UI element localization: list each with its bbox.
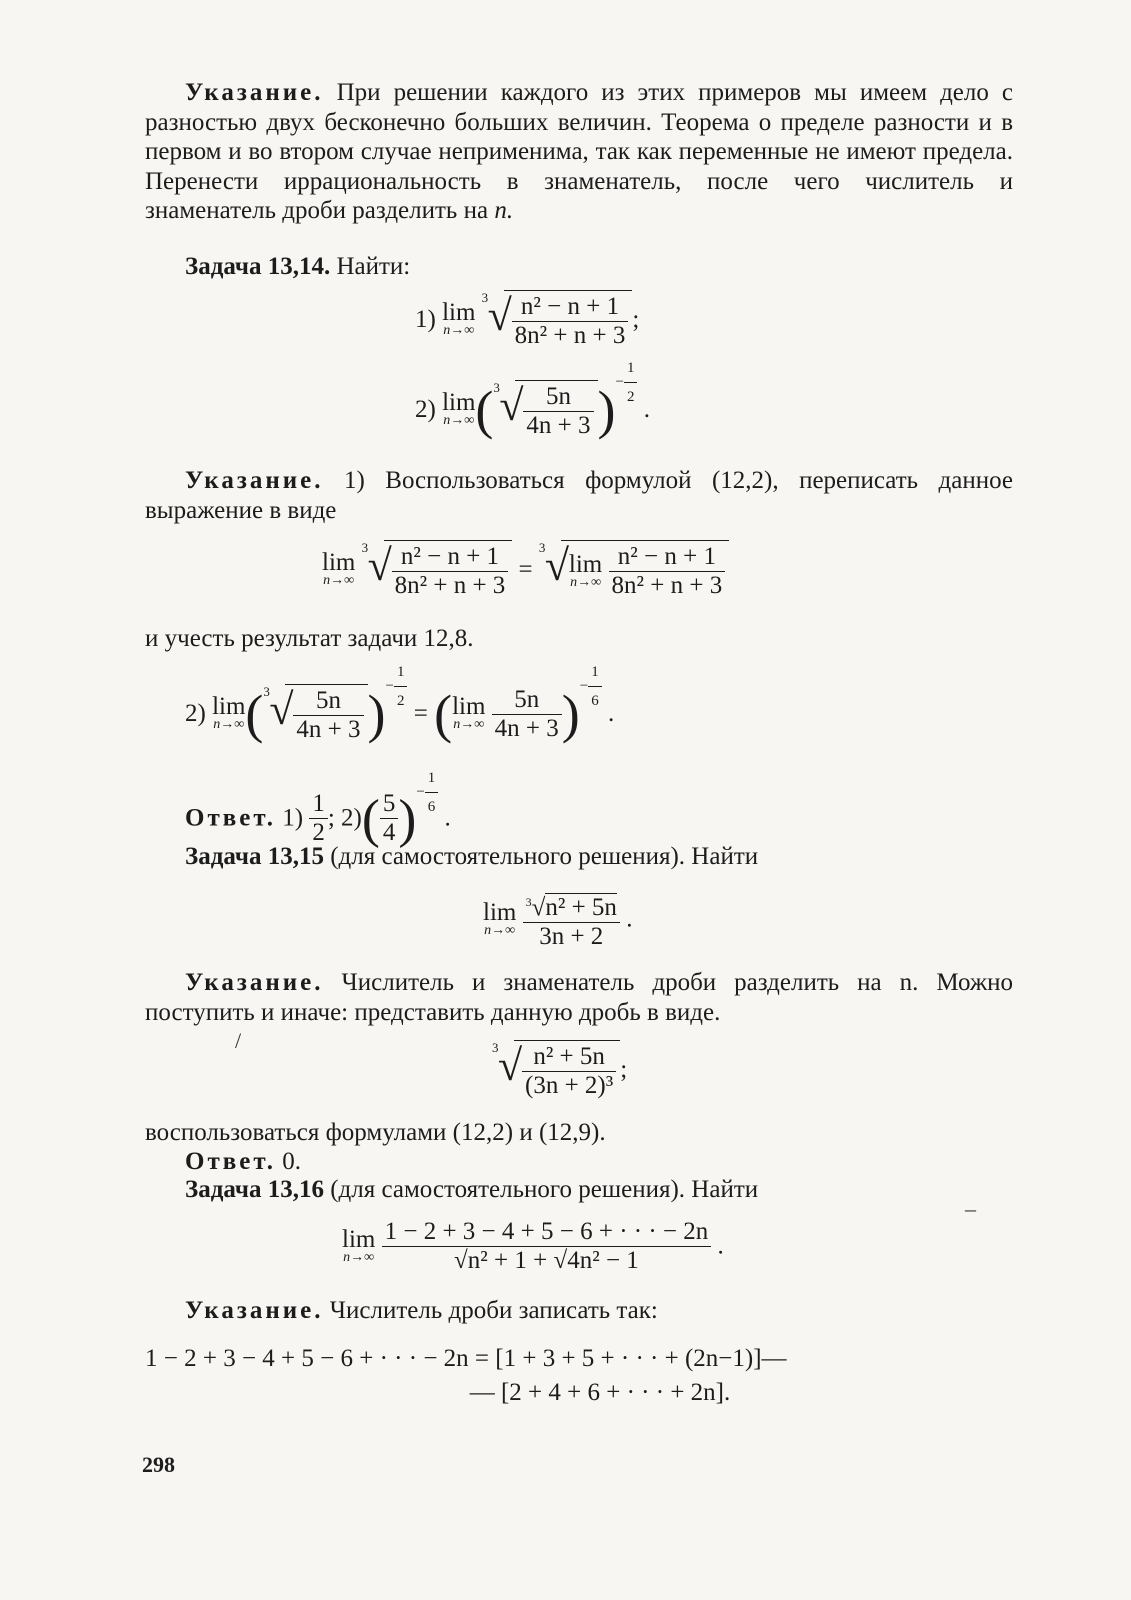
radical-sign-icon: √ [498, 1041, 523, 1090]
denominator: (3n + 2)³ [525, 1072, 614, 1099]
radicand: n² + 5n [545, 894, 617, 922]
numerator: n² − n + 1 [392, 543, 509, 572]
cube-root: 3 √ $\frac{5n}{4n + 3}$ [263, 684, 367, 744]
lim-text: lim [442, 299, 476, 326]
denominator: 2 [626, 389, 635, 405]
hint-text: воспользоваться формулами (12,2) и (12,9). [145, 1119, 606, 1146]
hint-label: Указание. [185, 79, 324, 106]
fraction [293, 687, 363, 744]
hint-text: Числитель дроби записать так: [329, 1297, 658, 1324]
lim-operator [568, 550, 603, 590]
lim-text: lim [322, 549, 356, 576]
lim-text: lim [212, 693, 246, 720]
radical-sign-icon: √ [487, 291, 512, 340]
task-text: Найти: [336, 253, 411, 280]
hint-paragraph-4 [145, 1296, 1013, 1326]
fraction [523, 888, 620, 951]
denominator: √n² + 1 + √4n² − 1 [454, 1247, 639, 1274]
hint-2-tail [145, 624, 1013, 654]
numerator: n² − n + 1 [609, 543, 726, 572]
numerator: n² − n + 1 [512, 293, 629, 322]
lim-operator [342, 1225, 376, 1265]
task-label: Задача 13,16 [185, 1176, 324, 1203]
hint-paragraph-3 [145, 968, 1013, 1027]
page-number: 298 [142, 1452, 175, 1477]
lim-operator [483, 898, 517, 938]
radicand: 4n² − 1 [567, 1247, 639, 1274]
formula-text: 1 − 2 + 3 − 4 + 5 − 6 + · · · − 2n = [1 + 3 + 5 + · · · + (2n−1)]— [145, 1345, 787, 1372]
answer-2 [145, 1147, 1013, 1177]
formula-label: 2) [185, 700, 206, 727]
numerator: 1 − 2 + 3 − 4 + 5 − 6 + · · · − 2n [382, 1218, 712, 1247]
formula-label: 1) [415, 306, 436, 333]
numerator: 1 [394, 658, 408, 687]
denominator: 6 [591, 693, 599, 709]
denominator: 4n + 3 [296, 716, 361, 743]
lim-operator [452, 693, 486, 732]
numerator: $^3$√n² + 5n [523, 888, 620, 923]
hint-text: Числитель и знаменатель дроби разделить на n. Можно поступить и иначе: представить данную дробь в виде. [145, 969, 1014, 1026]
denominator: 4 [382, 819, 396, 846]
task-label: Задача 13,14. [185, 253, 331, 280]
numerator: 5n [293, 687, 363, 716]
lim-subscript: n→∞ [323, 573, 355, 588]
cube-root: 3 √ $\frac{\text{n² − n + 1}}{\text{8n² + n + 3}}$ [482, 290, 633, 350]
book-page: Указание. При решении каждого из этих примеров мы имеем дело с разностью двух бесконечно больших величин. Теорема о пределе разности и в первом и во втором случае неприменима, так как переменные не имеют предела. Перенести иррациональность в знаменатель, после чего числитель и знаменатель дроби разделить на n. Задача 13,14. Найти: 1) lim n→∞ 3 √ $\frac{\text{n² − n + 1}}{\text{8n² + n + 3}}$ ; 2) lim n→∞ ( 3 √ $\frac{5n}{4n + 3}$ )− $\frac{1}{2}$ . Указание. 1) Воспользоваться формулой (12,2), переписать данное выражение в виде lim n→∞ 3 √ $\frac{\text{n² − n + 1}}{\text{8n² + n + 3}}$ = 3 √ lim n→∞ $\frac{\text{n² − n + 1}}{\text{8n² + n + 3}}$ и учесть результат задачи 12,8. 2) lim n→∞ ( 3 √ $\frac{5n}{4n + 3}$ )− $\frac{1}{2}$ = (lim n→∞ $\frac{5n}{4n + 3}$ )− $\frac{1}{6}$ . Ответ. 1) $\frac{1}{2}$ ; 2)( $\frac{5}{4}$ )− $\frac{1}{6}$ . Задача 13,15 (для самостоятельного решения). Найти lim n→∞ $\frac{^3√n^2 + 5n}{3n + 2}$ . Указание. Числитель и знаменатель дроби разделить на n. Можно поступить и иначе: представить данную дробь в виде. 3 √ $\frac{\text{n² + 5n}}{\text{(3n + 2)³}}$ ; воспользоваться формулами (12,2) и (12,9). Ответ. 0. Задача 13,16 (для самостоятельного решения). Найти lim n→∞ $\frac{1 - 2 + 3 - 4 + 5 - 6 + \cdot \cdot \cdot - 2n}{\text{√n² + 1 + √4n² − 1}}$ . Указание. Числитель дроби записать так: 1 − 2 + 3 − 4 + 5 − 6 + · · · − 2n = [1 + 3 + 5 + · · · + (2n−1)]— — [2 + 4 + 6 + · · · + 2n]. 298 / ‒ [142, 79, 1014, 1477]
lim-operator [442, 299, 476, 338]
lim-text: lim [568, 550, 603, 578]
answer-label: Ответ. [185, 1148, 276, 1175]
numerator: 5n [492, 686, 562, 715]
hint-text: При решении каждого из этих примеров мы имеем дело с разностью двух бесконечно больших величин. Теорема о пределе разности и в первом и во втором случае неприменима, так как переменные не имеют предела. Перенести иррациональность в знаменатель, после чего числитель и знаменатель дроби разделить на [145, 79, 1014, 224]
hint-label: Указание. [185, 467, 324, 494]
task-text: (для самостоятельного решения). Найти [330, 843, 759, 870]
denominator: 8n² + n + 3 [611, 572, 723, 599]
task-13-16 [145, 1175, 1013, 1205]
task-label: Задача 13,15 [185, 843, 324, 870]
fraction [609, 543, 726, 600]
denominator: 4n + 3 [526, 412, 591, 439]
lim-subscript: n→∞ [343, 1249, 375, 1265]
radicand: n² + 1 [467, 1247, 527, 1274]
denominator: 6 [427, 799, 436, 815]
lim-operator [442, 389, 476, 428]
print-mark: ‒ [965, 1196, 976, 1221]
answer-label: Ответ. [185, 804, 276, 832]
hint-paragraph-2 [145, 466, 1013, 525]
numerator: 1 [425, 764, 439, 793]
radical-sign-icon: √ [544, 541, 570, 590]
exponent: − $\frac{1}{6}$ [416, 764, 438, 821]
denominator: 4n + 3 [494, 714, 559, 742]
cube-root: 3 √ $\frac{5n}{4n + 3}$ [493, 380, 597, 440]
denominator: 8n² + n + 3 [514, 322, 626, 349]
exponent: − $\frac{1}{6}$ [580, 658, 602, 715]
formula-label: 2) [415, 396, 436, 423]
lim-text: lim [452, 693, 486, 720]
hint-paragraph-1 [145, 78, 1013, 226]
answer-text: 1) [282, 804, 304, 832]
fraction [512, 293, 629, 350]
fraction [523, 383, 593, 440]
cube-root: 3 √ lim n→∞ $\frac{\text{n² − n + 1}}{\text{8n² + n + 3}}$ [539, 540, 729, 600]
lim-subscript: n→∞ [443, 413, 475, 428]
lim-operator [212, 693, 246, 732]
task-13-15 [145, 842, 1013, 872]
fraction [309, 790, 328, 847]
fraction [492, 686, 562, 743]
answer-part-label: 2) [341, 804, 362, 832]
hint-3-tail [145, 1118, 1013, 1148]
numerator: 1 [624, 354, 638, 383]
cube-root: 3 √ $\frac{\text{n² + 5n}}{\text{(3n + 2)³}}$ [492, 1040, 620, 1100]
denominator: 3n + 2 [539, 923, 604, 951]
hint-variable: n. [494, 197, 514, 224]
lim-subscript: n→∞ [570, 574, 602, 590]
radical-sign-icon: √ [499, 381, 524, 430]
numerator: 5 [380, 790, 399, 819]
lim-text: lim [342, 1225, 376, 1253]
lim-operator [322, 549, 356, 588]
radical-sign-icon: √ [367, 541, 392, 590]
formula-hint-4-line-1 [145, 1344, 1013, 1374]
fraction [382, 1218, 712, 1275]
formula-hint-4-line-2 [300, 1378, 900, 1408]
cube-root: 3 √ $\frac{\text{n² − n + 1}}{\text{8n² + n + 3}}$ [362, 540, 513, 600]
denominator: 8n² + n + 3 [394, 572, 506, 599]
hint-label: Указание. [185, 969, 324, 996]
task-text: (для самостоятельного решения). Найти [330, 1176, 759, 1203]
denominator: 2 [312, 819, 325, 846]
fraction [522, 1043, 616, 1100]
formula-text: — [2 + 4 + 6 + · · · + 2n]. [469, 1379, 731, 1406]
numerator: n² + 5n [522, 1043, 616, 1072]
lim-subscript: n→∞ [443, 323, 475, 338]
lim-subscript: n→∞ [213, 717, 245, 732]
print-mark: / [235, 1028, 242, 1053]
lim-subscript: n→∞ [484, 922, 516, 938]
exponent: − $\frac{1}{2}$ [386, 658, 408, 715]
answer-text: 0. [282, 1148, 301, 1175]
lim-text: lim [483, 898, 517, 926]
task-13-14 [145, 252, 1013, 282]
lim-subscript: n→∞ [453, 717, 485, 732]
radical-sign-icon: √ [269, 685, 294, 734]
numerator: 1 [588, 658, 602, 687]
hint-label: Указание. [185, 1297, 324, 1324]
fraction [380, 790, 399, 847]
hint-text: 1) Воспользоваться формулой (12,2), переписать данное выражение в виде [145, 467, 1013, 524]
exponent: − $\frac{1}{2}$ [616, 354, 638, 411]
numerator: 5n [523, 383, 593, 412]
fraction [392, 543, 509, 600]
numerator: 1 [309, 790, 328, 819]
denominator: 2 [396, 693, 405, 709]
hint-text: и учесть результат задачи 12,8. [145, 625, 474, 652]
lim-text: lim [442, 389, 476, 416]
